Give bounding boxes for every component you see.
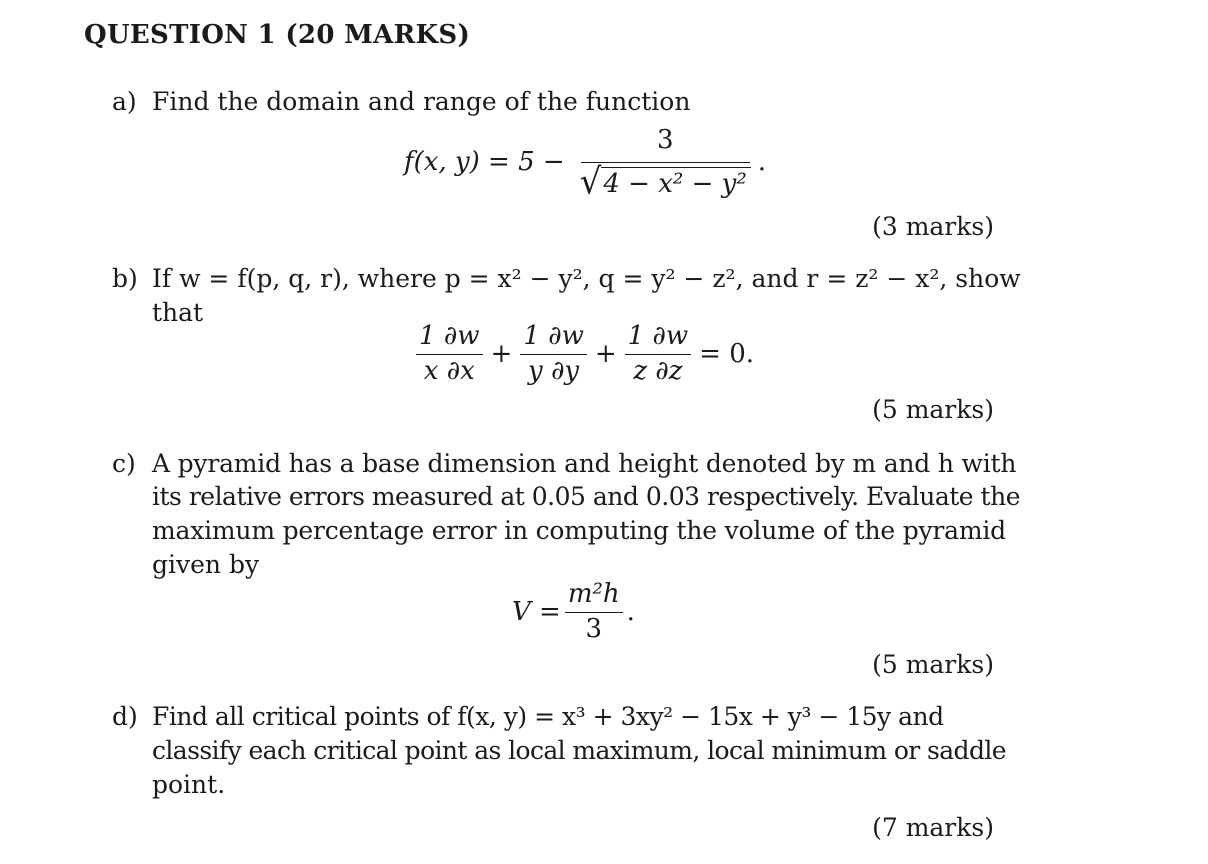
part-b-line2: that <box>152 298 204 327</box>
part-c-numerator: m²h <box>565 580 623 613</box>
plus-2: + <box>594 339 617 370</box>
part-a-equation <box>404 125 767 203</box>
part-d-marks: (7 marks) <box>872 813 994 842</box>
part-b-eq-rhs: = 0. <box>699 339 754 370</box>
part-c-marks: (5 marks) <box>872 650 994 679</box>
part-c-line2: its relative errors measured at 0.05 and 0.03 respectively. Evaluate the <box>152 482 1020 511</box>
part-b-label: b) <box>112 264 138 293</box>
question-heading: QUESTION 1 (20 MARKS) <box>84 20 471 50</box>
part-c-label: c) <box>112 449 136 478</box>
part-c-eq-lhs: V = <box>512 597 561 628</box>
term-y-num: 1 ∂w <box>520 322 587 355</box>
part-c-line4: given by <box>152 550 260 579</box>
term-z-num: 1 ∂w <box>625 322 692 355</box>
term-x-den: x ∂x <box>423 355 475 386</box>
term-y-den: y ∂y <box>528 355 580 386</box>
plus-1: + <box>490 339 513 370</box>
part-c-line1: A pyramid has a base dimension and height denoted by m and h with <box>152 449 1017 478</box>
part-d-line1: Find all critical points of f(x, y) = x³ + 3xy² − 15x + y³ − 15y and <box>152 702 944 731</box>
part-a-marks: (3 marks) <box>872 212 994 241</box>
part-a-eq-end: . <box>757 147 767 178</box>
part-a-denominator <box>577 160 754 203</box>
part-a-radicand: 4 − x² − y² <box>601 167 750 199</box>
part-a-text: Find the domain and range of the function <box>152 87 691 116</box>
part-a-label: a) <box>112 87 137 116</box>
part-c-eq-end: . <box>626 597 635 628</box>
part-a-fraction <box>577 125 754 203</box>
term-z <box>625 322 692 387</box>
term-x <box>416 322 483 387</box>
part-d-line3: point. <box>152 770 226 799</box>
part-a-eq-lhs: f(x, y) = 5 − <box>404 147 565 178</box>
part-a-numerator: 3 <box>581 126 750 163</box>
part-b-line1-text: If w = f(p, q, r), where p = x² − y², q = y² − z², and r = z² − x², show <box>152 264 1021 293</box>
sqrt-symbol: √ <box>579 160 602 203</box>
part-d-line2: classify each critical point as local maximum, local minimum or saddle <box>152 736 1006 765</box>
part-c-equation <box>512 580 635 645</box>
term-y <box>520 322 587 387</box>
part-b-marks: (5 marks) <box>872 395 994 424</box>
part-b-equation <box>412 322 754 387</box>
part-c-line3: maximum percentage error in computing the volume of the pyramid <box>152 516 1006 545</box>
part-c-fraction <box>565 580 623 645</box>
term-z-den: z ∂z <box>633 355 683 386</box>
term-x-num: 1 ∂w <box>416 322 483 355</box>
part-d-label: d) <box>112 702 138 731</box>
part-c-denominator: 3 <box>585 613 603 644</box>
part-b-line1 <box>152 264 1021 293</box>
